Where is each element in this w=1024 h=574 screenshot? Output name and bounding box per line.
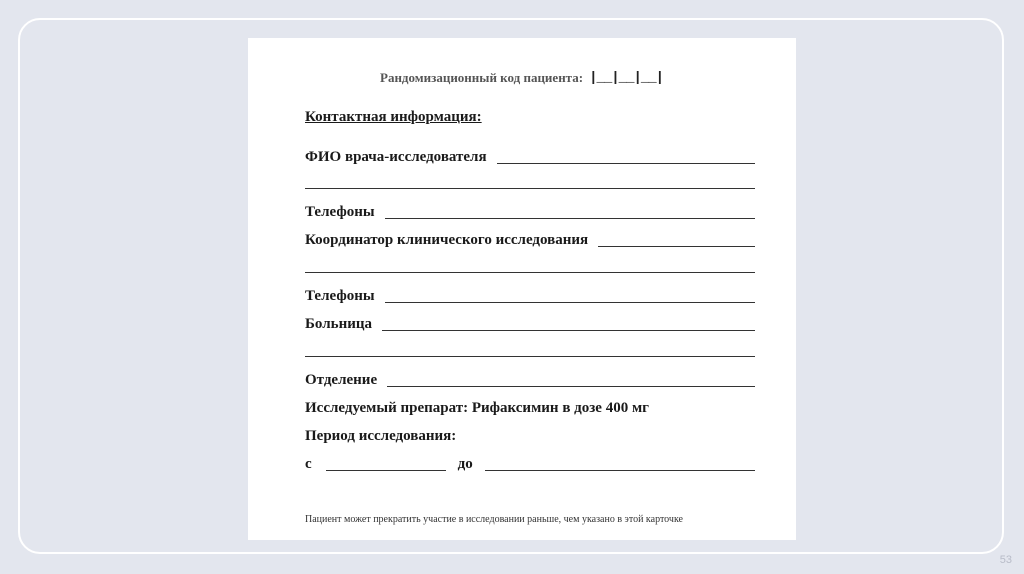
phones-field-1 <box>305 204 755 221</box>
hospital-field <box>305 316 755 333</box>
department-label: Отделение <box>305 372 378 388</box>
department-blank <box>387 385 755 387</box>
phones-label-1: Телефоны <box>305 204 375 220</box>
phones-label-2: Телефоны <box>305 288 375 304</box>
investigator-label: ФИО врача-исследователя <box>305 149 487 165</box>
investigator-blank <box>497 162 755 164</box>
coordinator-field <box>305 232 755 249</box>
study-drug-line: Исследуемый препарат: Рифаксимин в дозе 400 мг <box>305 400 649 416</box>
from-date-blank <box>326 470 446 471</box>
patient-card <box>248 38 796 540</box>
footnote: Пациент может прекратить участие в исследовании раньше, чем указано в этой карточке <box>305 514 683 525</box>
hospital-blank <box>382 329 755 331</box>
coordinator-blank-continued <box>305 272 755 273</box>
investigator-field <box>305 149 755 166</box>
hospital-blank-continued <box>305 356 755 357</box>
coordinator-blank <box>598 245 755 247</box>
investigator-blank-continued <box>305 188 755 189</box>
contact-info-title: Контактная информация: <box>305 109 482 125</box>
randomization-code-boxes: |__|__|__| <box>589 70 664 86</box>
hospital-label: Больница <box>305 316 372 332</box>
randomization-code-label: Рандомизационный код пациента: <box>380 70 584 85</box>
study-period-dates <box>305 456 755 473</box>
to-date-blank <box>485 470 755 471</box>
coordinator-label: Координатор клинического исследования <box>305 232 589 248</box>
randomization-code-row <box>380 70 663 86</box>
study-period-label: Период исследования: <box>305 428 457 444</box>
page-number: 53 <box>999 554 1012 566</box>
to-label: до <box>457 456 473 472</box>
phones-blank-2 <box>385 301 755 303</box>
from-label: с <box>305 456 312 472</box>
phones-blank-1 <box>385 217 755 219</box>
department-field <box>305 372 755 389</box>
phones-field-2 <box>305 288 755 305</box>
